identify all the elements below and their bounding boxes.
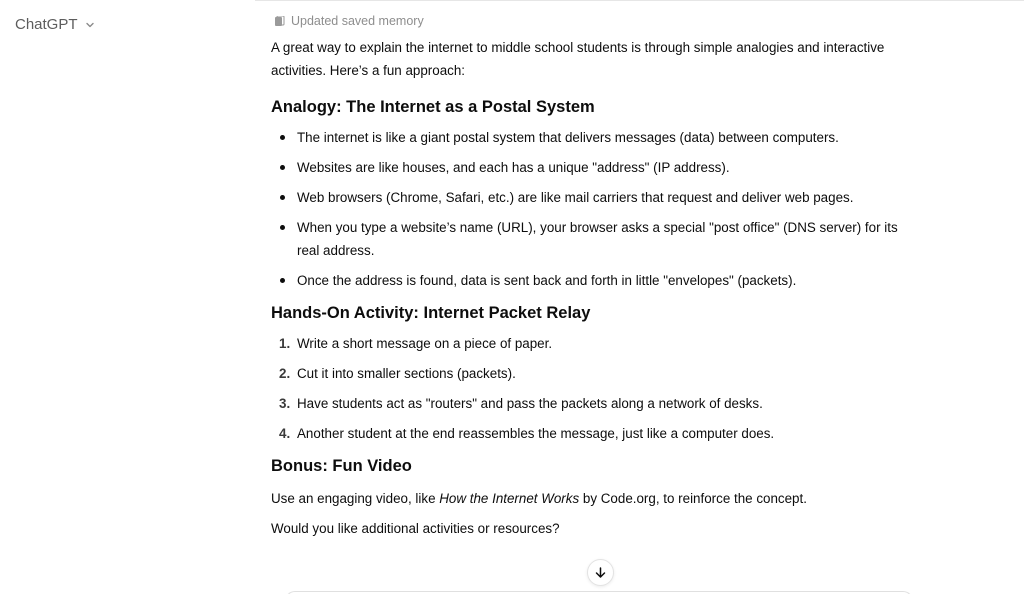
step-text: Have students act as "routers" and pass the packets along a network of desks. (297, 396, 763, 411)
intro-paragraph: A great way to explain the internet to middle school students is through simple analogies and interactive activities. Here’s a fun approach: (271, 40, 885, 78)
activity-steps (271, 332, 921, 445)
list-item: Websites are like houses, and each has a unique "address" (IP address). (271, 156, 921, 179)
video-title: How the Internet Works (439, 491, 580, 506)
section-heading-activity: Hands-On Activity: Internet Packet Relay (271, 304, 591, 322)
scroll-to-bottom-button[interactable] (587, 559, 614, 586)
step-number: 3. (279, 396, 291, 411)
list-item: Once the address is found, data is sent back and forth in little "envelopes" (packets). (271, 269, 921, 292)
memory-note-text: Updated saved memory (291, 14, 424, 28)
step-text: Cut it into smaller sections (packets). (297, 366, 516, 381)
memory-update-note[interactable] (274, 14, 921, 28)
list-item: When you type a website’s name (URL), your browser asks a special "post office" (DNS server) for its real address. (271, 216, 921, 262)
step-number: 2. (279, 366, 291, 381)
section-heading-bonus: Bonus: Fun Video (271, 457, 412, 475)
memory-icon (274, 16, 285, 27)
bonus-prefix: Use an engaging video, like (271, 491, 440, 506)
assistant-message (271, 14, 921, 540)
step-number: 4. (279, 426, 291, 441)
list-item (271, 362, 921, 385)
list-item: Web browsers (Chrome, Safari, etc.) are like mail carriers that request and deliver web pages. (271, 186, 921, 209)
model-name: ChatGPT (15, 16, 78, 33)
section-heading-analogy: Analogy: The Internet as a Postal System (271, 98, 595, 116)
list-item (271, 392, 921, 415)
chevron-down-icon (84, 19, 96, 31)
step-text: Another student at the end reassembles the message, just like a computer does. (297, 426, 775, 441)
analogy-list (271, 126, 921, 292)
step-text: Write a short message on a piece of paper. (297, 336, 553, 351)
list-item (271, 422, 921, 445)
list-item (271, 332, 921, 355)
arrow-down-icon (594, 566, 607, 579)
step-number: 1. (279, 336, 291, 351)
closing-question: Would you like additional activities or resources? (271, 521, 560, 536)
list-item: The internet is like a giant postal system that delivers messages (data) between computers. (271, 126, 921, 149)
model-switcher[interactable] (15, 16, 96, 33)
bonus-suffix: by Code.org, to reinforce the concept. (579, 491, 807, 506)
bonus-paragraph (271, 487, 921, 510)
top-divider (255, 0, 1024, 1)
